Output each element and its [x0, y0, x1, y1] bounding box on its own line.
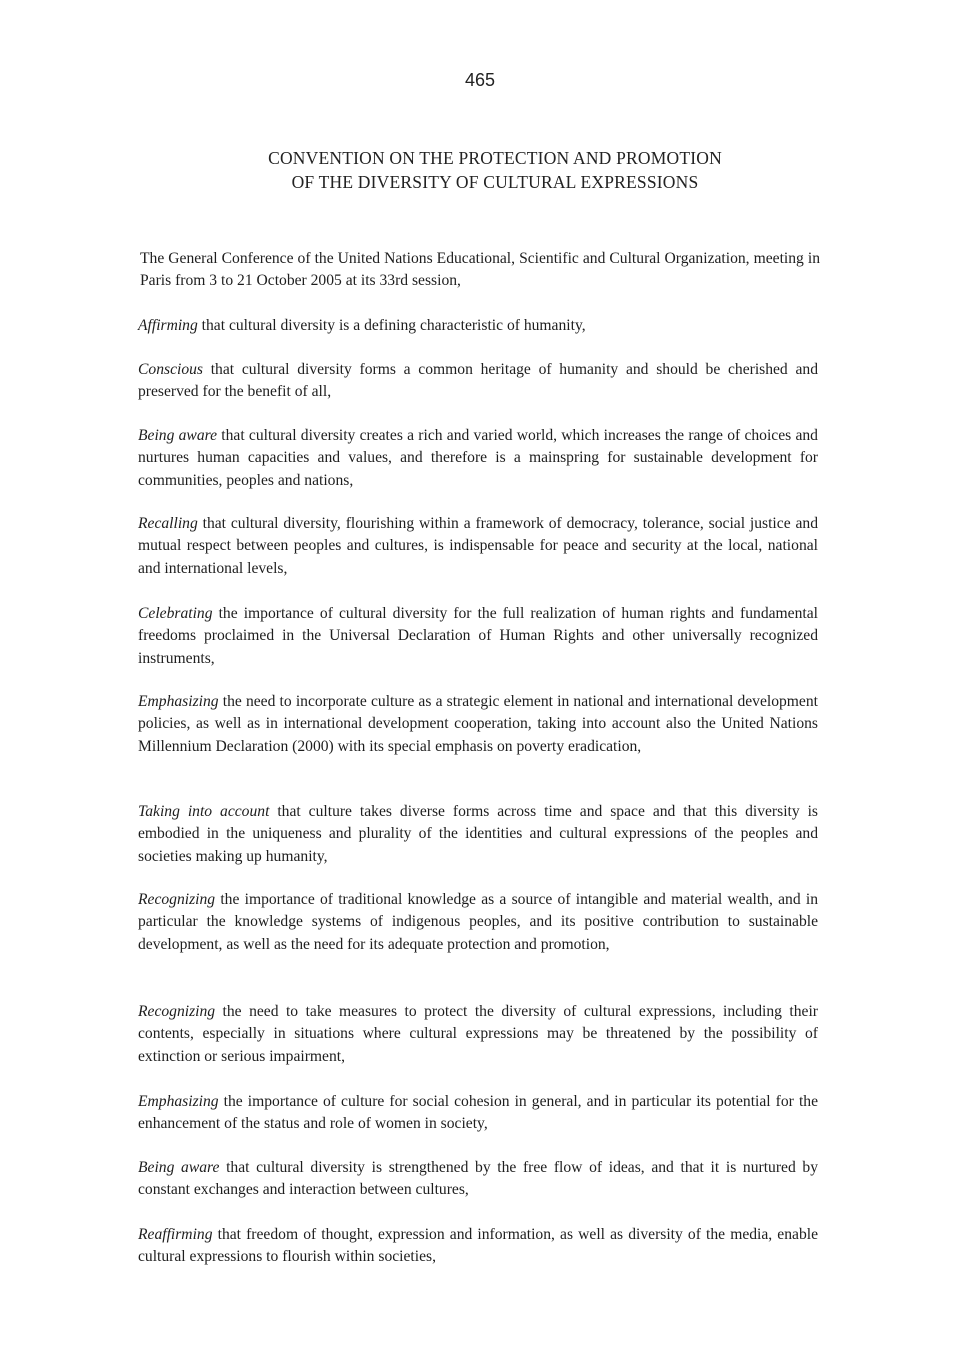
paragraph-lead: Conscious — [138, 360, 203, 378]
preamble-paragraph-taking-into-account — [138, 801, 818, 869]
preamble-paragraph-recognizing — [138, 889, 818, 957]
paragraph-text: the importance of culture for social cohesion in general, and in particular its potential for the enhancement of the status and role of women in society, — [138, 1092, 818, 1133]
preamble-paragraph-celebrating — [138, 603, 818, 671]
paragraph-text: that freedom of thought, expression and information, as well as diversity of the media, enable cultural expressions to flourish within societies, — [138, 1225, 818, 1266]
paragraph-text: that cultural diversity, flourishing within a framework of democracy, tolerance, social justice and mutual respect between peoples and cultures, is indispensable for peace and security at the local, national and international levels, — [138, 514, 818, 577]
title-line-2: OF THE DIVERSITY OF CULTURAL EXPRESSIONS — [291, 172, 699, 192]
paragraph-text: that culture takes diverse forms across time and space and that this diversity is embodied in the uniqueness and plurality of the identities and cultural expressions of the peoples and societies making up humanity, — [138, 802, 818, 865]
paragraph-text: that cultural diversity creates a rich and varied world, which increases the range of choices and nurtures human capacities and values, and therefore is a mainspring for sustainable development for communities, peoples and nations, — [138, 426, 818, 489]
paragraph-lead: Recognizing — [138, 1002, 216, 1020]
preamble-paragraph-recalling — [138, 513, 818, 581]
preamble-paragraph-emphasizing — [138, 691, 818, 759]
title-line-1: CONVENTION ON THE PROTECTION AND PROMOTION — [268, 148, 722, 168]
paragraph-lead: Reaffirming — [138, 1225, 213, 1243]
preamble-paragraph-affirming — [138, 315, 818, 338]
preamble-paragraph-emphasizing-2 — [138, 1091, 818, 1136]
paragraph-text: the importance of traditional knowledge as a source of intangible and material wealth, and in particular the knowledge systems of indigenous peoples, and its positive contribution to sustainable development, as well as the need for its adequate protection and promotion, — [138, 890, 818, 953]
paragraph-lead: Affirming — [138, 316, 198, 334]
preamble-paragraph-being-aware-2 — [138, 1157, 818, 1202]
paragraph-lead: Being aware — [138, 1158, 220, 1176]
paragraph-text: the need to take measures to protect the diversity of cultural expressions, including their contents, especially in situations where cultural expressions may be threatened by the possibility of extinction or serious impairment, — [138, 1002, 818, 1065]
intro-paragraph: The General Conference of the United Nations Educational, Scientific and Cultural Organization, meeting in Paris from 3 to 21 October 2005 at its 33rd session, — [140, 249, 820, 290]
document-title — [0, 146, 960, 194]
paragraph-text: that cultural diversity forms a common heritage of humanity and should be cherished and preserved for the benefit of all, — [138, 360, 818, 401]
paragraph-lead: Taking into account — [138, 802, 270, 820]
paragraph-lead: Recognizing — [138, 890, 216, 908]
paragraph-text: that cultural diversity is strengthened by the free flow of ideas, and that it is nurtured by constant exchanges and interaction between cultures, — [138, 1158, 818, 1199]
paragraph-lead: Celebrating — [138, 604, 213, 622]
paragraph-lead: Being aware — [138, 426, 218, 444]
paragraph-text: that cultural diversity is a defining characteristic of humanity, — [197, 316, 586, 334]
preamble-paragraph-conscious — [138, 359, 818, 404]
preamble-paragraph-reaffirming — [138, 1224, 818, 1269]
paragraph-lead: Emphasizing — [138, 1092, 219, 1110]
paragraph-text: the importance of cultural diversity for the full realization of human rights and fundamental freedoms proclaimed in the Universal Declaration of Human Rights and other universally recognized instruments, — [138, 604, 818, 667]
paragraph-text: the need to incorporate culture as a strategic element in national and international development policies, as well as in international development cooperation, taking into account also the United Nations Millennium Declaration (2000) with its special emphasis on poverty eradication, — [138, 692, 818, 755]
page-number: 465 — [464, 70, 496, 90]
preamble-paragraph-being-aware — [138, 425, 818, 493]
paragraph-lead: Recalling — [138, 514, 198, 532]
preamble-paragraph-recognizing-2 — [138, 1001, 818, 1069]
paragraph-lead: Emphasizing — [138, 692, 219, 710]
